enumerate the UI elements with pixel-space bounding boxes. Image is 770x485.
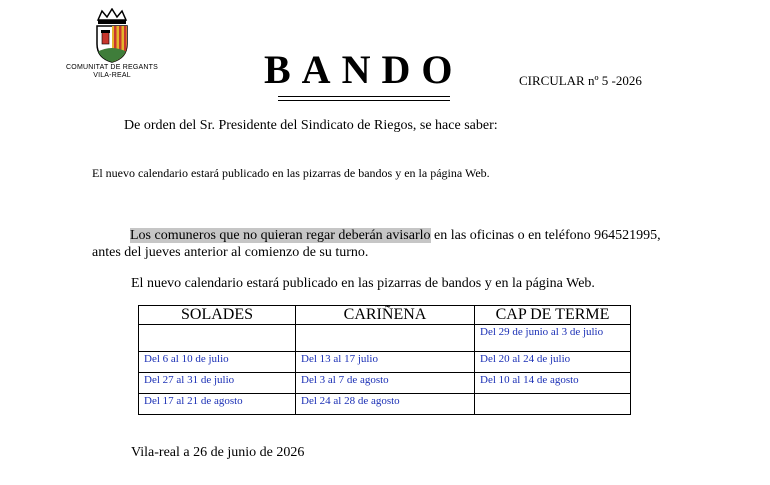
table-cell: Del 10 al 14 de agosto xyxy=(475,373,631,394)
crowned-shield-icon xyxy=(88,8,136,64)
org-name-line2: VILA-REAL xyxy=(93,72,131,79)
table-cell xyxy=(139,325,296,352)
table-cell: Del 3 al 7 de agosto xyxy=(296,373,475,394)
intro-text: De orden del Sr. Presidente del Sindicato de Riegos, se hace saber: xyxy=(124,118,498,133)
table-cell xyxy=(296,325,475,352)
title-underline xyxy=(278,96,450,101)
table-cell: Del 29 de junio al 3 de julio xyxy=(475,325,631,352)
table-row xyxy=(139,394,631,415)
notice-rest: en las oficinas o en teléfono 964521995, antes del jueves anterior al comienzo de su turno. xyxy=(92,228,661,260)
org-name-line1: COMUNITAT DE REGANTS xyxy=(66,64,158,71)
header-carinena: CARIÑENA xyxy=(296,306,475,325)
header-solades: SOLADES xyxy=(139,306,296,325)
table-cell: Del 20 al 24 de julio xyxy=(475,352,631,373)
circular-number: CIRCULAR nº 5 -2026 xyxy=(519,73,642,88)
calendar-note-first: El nuevo calendario estará publicado en las pizarras de bandos y en la página Web. xyxy=(92,166,490,180)
table-cell: Del 27 al 31 de julio xyxy=(139,373,296,394)
calendar-note-second: El nuevo calendario estará publicado en las pizarras de bandos y en la página Web. xyxy=(131,276,595,291)
table-row xyxy=(139,352,631,373)
table-row xyxy=(139,325,631,352)
page-title: BANDO xyxy=(264,47,464,92)
notice-paragraph xyxy=(92,227,692,261)
table-row xyxy=(139,373,631,394)
header-cap-de-terme: CAP DE TERME xyxy=(475,306,631,325)
notice-highlight: Los comuneros que no quieran regar deberán avisarlo xyxy=(130,228,431,243)
signature-date: Vila-real a 26 de junio de 2026 xyxy=(131,445,305,460)
table-cell: Del 13 al 17 julio xyxy=(296,352,475,373)
org-logo xyxy=(62,8,162,83)
schedule-header-row xyxy=(139,306,631,325)
table-cell: Del 6 al 10 de julio xyxy=(139,352,296,373)
schedule-table xyxy=(138,305,631,415)
table-cell: Del 17 al 21 de agosto xyxy=(139,394,296,415)
table-cell: Del 24 al 28 de agosto xyxy=(296,394,475,415)
table-cell xyxy=(475,394,631,415)
